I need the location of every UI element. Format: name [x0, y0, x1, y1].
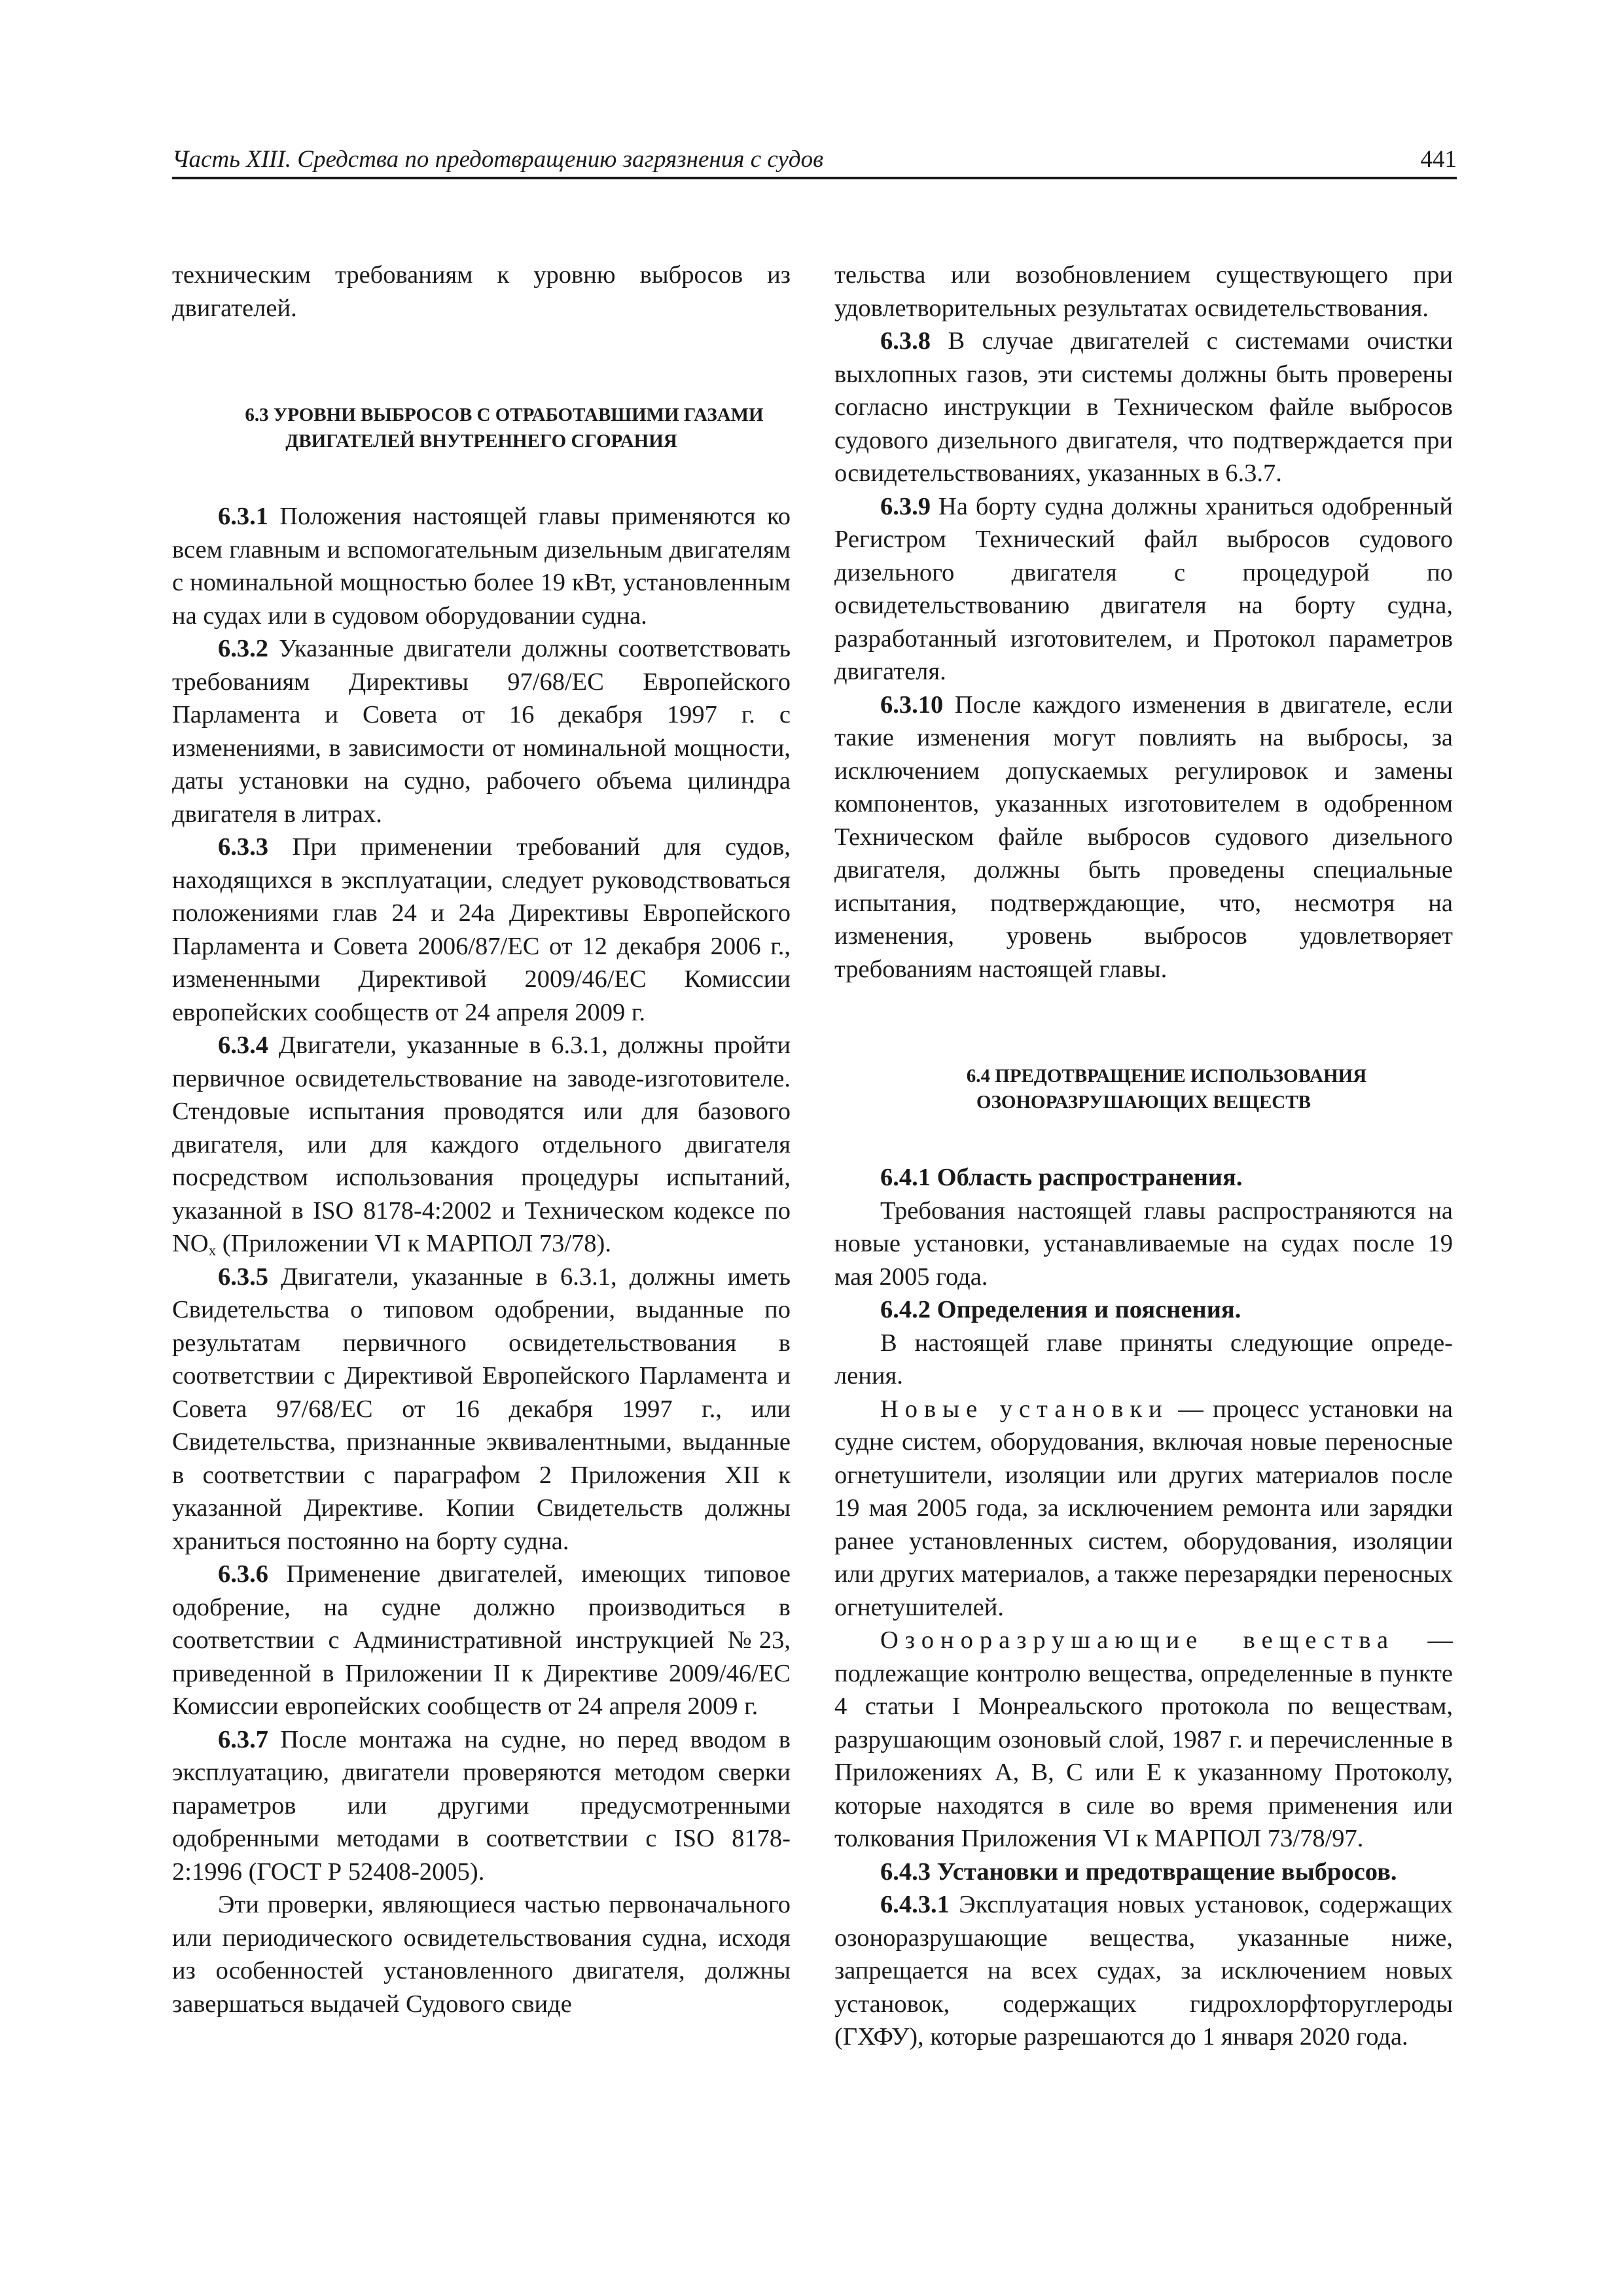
paragraph-6-4-3-1: 6.4.3.1 Эксплуатация новых установок, содержащих озоноразрушающие вещества, указанные ниже, запрещается на всех судах, за исключением новых установок, содержащих гидрохлорфторуглероды (ГХФУ), которые разрешаются до 1 января 2020 года. — [834, 1891, 1453, 2051]
clause-number: 6.3.3 — [218, 833, 268, 861]
section-heading-6-4: 6.4 ПРЕДОТВРАЩЕНИЕ ИСПОЛЬЗОВАНИЯ ОЗОНОРАЗРУШАЮЩИХ ВЕЩЕСТВ — [966, 1066, 1367, 1113]
section-heading-6-3: 6.3 УРОВНИ ВЫБРОСОВ С ОТРАБОТАВШИМИ ГАЗАМИ ДВИГАТЕЛЕЙ ВНУТРЕННЕГО СГОРАНИЯ — [245, 404, 764, 452]
subheading-6-4-3: 6.4.3 Установки и предотвращение выбросов. — [880, 1857, 1397, 1886]
left-column — [172, 259, 791, 2020]
definition-new-installations: Новые установки — процесс установки на судне систем, оборудования, включая новые переносные огнетушители, изоляции или других материалов после 19 мая 2005 года, за исключением ремонта или зарядки ранее установленных систем, оборудования, изоляции или других материалов, а также перезарядки переносных огнетушителей. — [834, 1395, 1453, 1621]
running-header — [172, 145, 1457, 178]
clause-number: 6.3.6 — [218, 1560, 268, 1588]
right-column — [834, 259, 1453, 2054]
definition-term: Озоноразрушающие вещества — [880, 1626, 1395, 1654]
subheading-6-4-1: 6.4.1 Область распространения. — [880, 1164, 1243, 1191]
paragraph-6-3-7-continued: Эти проверки, являющиеся частью первоначального или периодического освидетельствования судна, исходя из особенностей установленного двигателя, должны завершаться выдачей Судового свиде — [172, 1891, 791, 2018]
clause-number: 6.3.8 — [880, 327, 931, 355]
running-header-title: Часть XIII. Средства по предотвращению загрязнения с судов — [172, 146, 824, 173]
paragraph-6-3-2: 6.3.2 Указанные двигатели должны соответствовать требованиям Директивы 97/68/ЕС Европейского Парламента и Совета от 16 декабря 1997 г. с изменениями, в зависимости от номинальной мощности, даты установки на судно, рабочего объема цилиндра двигателя в литрах. — [172, 635, 791, 828]
paragraph-6-3-1: 6.3.1 Положения настоящей главы применяются ко всем главным и вспомогательным дизельным двигателям с номинальной мощностью более 19 кВт, установленным на судах или в судовом оборудовании судна. — [172, 503, 791, 630]
subheading-6-4-2: 6.4.2 Определения и пояснения. — [880, 1296, 1241, 1323]
page-number: 441 — [1420, 146, 1457, 173]
paragraph-6-3-10: 6.3.10 После каждого изменения в двигателе, если такие изменения могут повлиять на выбросы, за исключением допускаемых регулировок и замены компонентов, указанных изготовителем в одобренном Техническом файле выбросов судового дизельного двигателя, должны быть проведены специальные испытания, подтверждающие, что, несмотря на изменения, уровень выбросов удовлетворяет требованиям настоящей главы. — [834, 691, 1453, 983]
header-rule — [172, 177, 1457, 179]
definition-term: Новые установки — [880, 1395, 1169, 1423]
clause-number: 6.3.10 — [880, 691, 944, 719]
paragraph-6-4-1: Требования настоящей главы распространяются на новые установки, устанавливаемые на судах после 19 мая 2005 года. — [834, 1196, 1453, 1291]
definition-ozone-depleting: Озоноразрушающие вещества — подлежащие контролю вещества, определенные в пункте 4 статьи I Монреальского протокола по веществам, разрушающим озоновый слой, 1987 г. и перечисленные в Приложениях A, B, C или E к указанному Протоколу, которые находятся в силе во время применения или толкования Приложения VI к МАРПОЛ 73/78/97. — [834, 1626, 1454, 1852]
paragraph-6-3-4: 6.3.4 Двигатели, указанные в 6.3.1, должны пройти первичное освидетельствование на заводе-изготовителе. Стендовые испытания проводятся или для базового двигателя, или для каждого отдельного двигателя посредством использования процедуры испытаний, указанной в ISO 8178-4:2002 и Техническом кодексе по $NO_x$ (Приложении VI к МАРПОЛ 73/78). — [172, 1031, 791, 1259]
clause-number: 6.3.2 — [218, 635, 268, 662]
paragraph-6-3-5: 6.3.5 Двигатели, указанные в 6.3.1, должны иметь Свидетельства о типовом одобрении, выданные по результатам первичного освидетельствования в соответствии с Директивой Европейского Парламента и Совета 97/68/ЕС от 16 декабря 1997 г., или Свидетельства, признанные эквивалентными, выданные в соответствии с параграфом 2 Приложения XII к указанной Директиве. Копии Свидетельств должны храниться постоянно на борту судна. — [172, 1263, 791, 1555]
clause-number: 6.4.3.1 — [880, 1891, 950, 1918]
paragraph-6-3-3: 6.3.3 При применении требований для судов, находящихся в эксплуатации, следует руководствоваться положениями глав 24 и 24а Директивы Европейского Парламента и Совета 2006/87/ЕС от 12 декабря 2006 г., измененными Директивой 2009/46/ЕС Комиссии европейских сообществ от 24 апреля 2009 г. — [172, 833, 791, 1026]
clause-number: 6.3.5 — [218, 1263, 268, 1291]
continued-paragraph: тельства или возобновлением существующего при удовлетворительных результатах освидетельствования. — [834, 261, 1453, 322]
paragraph-6-3-7: 6.3.7 После монтажа на судне, но перед вводом в эксплуатацию, двигатели проверяются методом сверки параметров или другими предусмотренными одобренными методами в соответствии с ISO 8178-2:1996 (ГОСТ Р 52408-2005). — [172, 1725, 791, 1886]
clause-number: 6.3.7 — [218, 1725, 268, 1753]
paragraph-6-4-2: В настоящей главе приняты следующие определения. — [834, 1329, 1453, 1390]
paragraph-6-3-6: 6.3.6 Применение двигателей, имеющих типовое одобрение, на судне должно производиться в соответствии с Административной инструкцией №23, приведенной в Приложении II к Директиве 2009/46/ЕС Комиссии европейских сообществ от 24 апреля 2009 г. — [172, 1560, 791, 1720]
clause-number: 6.3.4 — [218, 1031, 268, 1059]
clause-number: 6.3.9 — [880, 492, 931, 520]
clause-number: 6.3.1 — [218, 503, 268, 530]
continued-paragraph: техническим требованиям к уровню выбросов из двигателей. — [172, 261, 791, 322]
paragraph-6-3-9: 6.3.9 На борту судна должны храниться одобренный Регистром Технический файл выбросов судового дизельного двигателя с процедурой по освидетельствованию двигателя на борту судна, разработанный изготовителем, и Протокол параметров двигателя. — [834, 492, 1453, 685]
paragraph-6-3-8: 6.3.8 В случае двигателей с системами очистки выхлопных газов, эти системы должны быть проверены согласно инструкции в Техническом файле выбросов судового дизельного двигателя, что подтверждается при освидетельствованиях, указанных в 6.3.7. — [834, 327, 1453, 487]
